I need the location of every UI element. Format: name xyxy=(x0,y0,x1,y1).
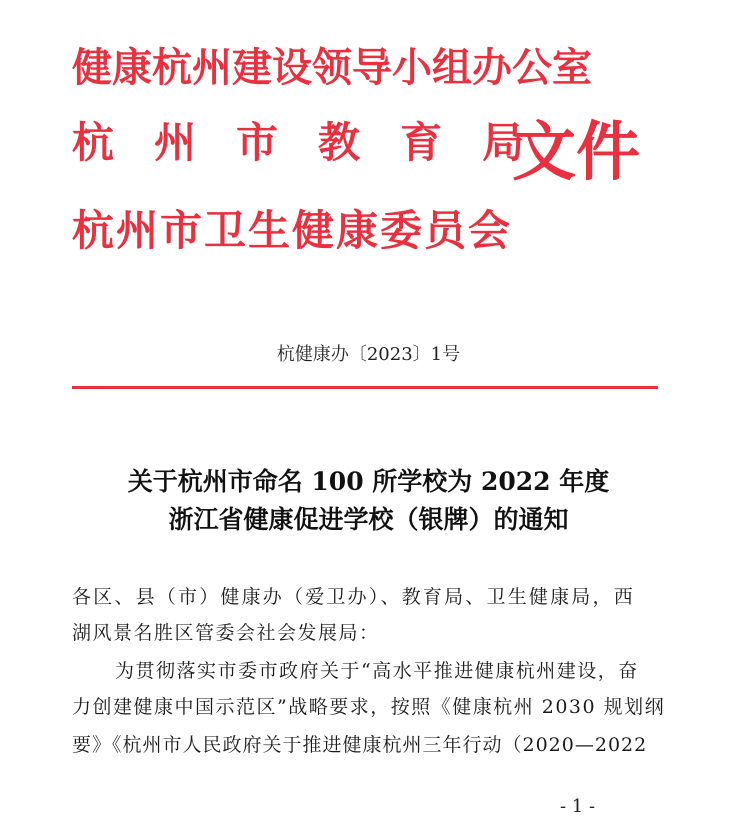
issuer-char: 教 xyxy=(318,118,401,167)
paragraph-line-1: 为贯彻落实市委市政府关于“高水平推进健康杭州建设，奋 xyxy=(115,660,639,682)
salutation-line-1: 各区、县（市）健康办（爱卫办）、教育局、卫生健康局，西 xyxy=(72,586,635,608)
issuer-char: 育 xyxy=(400,118,483,167)
paragraph-line-2: 力创建健康中国示范区”战略要求，按照《健康杭州 2030 规划纲 xyxy=(72,696,666,718)
issuer-office-name: 健康杭州建设领导小组办公室 xyxy=(72,45,592,91)
document-title-line-2: 浙江省健康促进学校（银牌）的通知 xyxy=(168,505,569,534)
issuer-health-commission: 杭州市卫生健康委员会 xyxy=(72,206,513,255)
page-number: - 1 - xyxy=(560,796,596,817)
salutation-line-2: 湖风景名胜区管委会社会发展局： xyxy=(72,622,380,644)
issuer-char: 局 xyxy=(482,118,525,167)
issuer-char: 市 xyxy=(236,118,319,167)
document-title-line-1: 关于杭州市命名 100 所学校为 2022 年度 xyxy=(127,467,610,496)
red-divider-line xyxy=(72,386,658,389)
issuer-char: 州 xyxy=(154,118,237,167)
document-number: 杭健康办〔2023〕1号 xyxy=(276,344,461,365)
issuer-education-bureau xyxy=(72,118,525,167)
paragraph-line-3: 要》《杭州市人民政府关于推进健康杭州三年行动（2020—2022 xyxy=(72,734,648,756)
issuer-char: 杭 xyxy=(72,118,155,167)
document-word: 文件 xyxy=(512,116,640,190)
